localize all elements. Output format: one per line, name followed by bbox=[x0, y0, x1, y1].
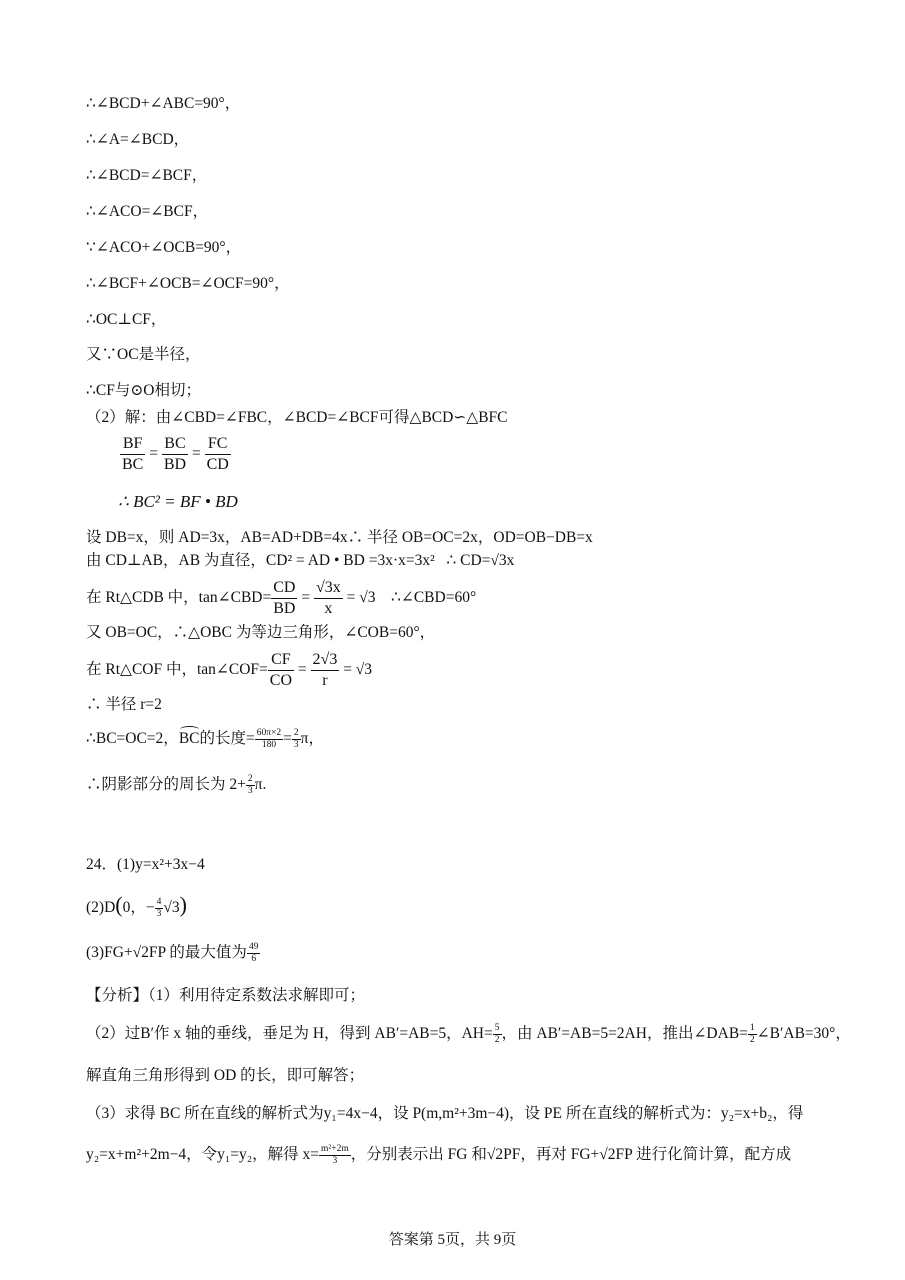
q24-part2: (2)D(0，− $\frac{4}{3}$ √3) bbox=[86, 892, 187, 919]
let-line: 设 DB=x，则 AD=3x，AB=AD+DB=4x∴ 半径 OB=OC=2x，OD=OB−DB=x bbox=[86, 529, 593, 546]
equilateral-line: 又 OB=OC，∴△OBC 为等边三角形，∠COB=60°， bbox=[86, 624, 436, 641]
q24-part3: (3)FG+√2FP 的最大值为 $\frac{49}{6}$ bbox=[86, 942, 259, 964]
perimeter-line: ∴阴影部分的周长为 2+ $\frac{2}{3}$ π. bbox=[86, 774, 267, 796]
line-8: 又∵OC是半径， bbox=[86, 346, 201, 363]
tan-cof-line: 在 Rt△COF 中，tan∠COF= $\frac{CF}{CO}$ = $\frac{2√3}{r}$ = √3 bbox=[86, 651, 373, 689]
line-5: ∵∠ACO+∠OCB=90°， bbox=[86, 239, 242, 256]
q24-part1: 24．(1)y=x²+3x−4 bbox=[86, 856, 205, 873]
line-3: ∴∠BCD=∠BCF， bbox=[86, 167, 208, 184]
proportion-equation: $\frac{BF}{BC}$ = $\frac{BC}{BD}$ = $\frac{FC}{CD}$ bbox=[122, 435, 229, 473]
analysis-3: （3）求得 BC 所在直线的解析式为y₁=4x−4，设 P(m,m²+3m−4)，设 PE 所在直线的解析式为：y₂=x+b₂，得 bbox=[86, 1105, 804, 1122]
analysis-2: （2）过B′作 x 轴的垂线，垂足为 H，得到 AB′=AB=5，AH= $\frac{5}{2}$ ，由 AB′=AB=5=2AH，推出∠DAB= $\frac{1}{2}$ ∠B′AB=30°， bbox=[86, 1023, 851, 1045]
analysis-2b: 解直角三角形得到 OD 的长，即可解答； bbox=[86, 1067, 365, 1084]
line-7: ∴OC⊥CF， bbox=[86, 311, 167, 328]
line-6: ∴∠BCF+∠OCB=∠OCF=90°， bbox=[86, 275, 290, 292]
perp-line: 由 CD⊥AB，AB 为直径，CD² = AD • BD =3x·x=3x² ∴ CD=√3x bbox=[86, 552, 515, 569]
arc-length-line: ∴BC=OC=2，BC的长度= $\frac{60\pi\times 2}{180}$ = $\frac{2}{3}$ π， bbox=[86, 728, 324, 750]
bc-squared-line: ∴ BC² = BF • BD bbox=[118, 492, 238, 511]
tan-cbd-line: 在 Rt△CDB 中，tan∠CBD= $\frac{CD}{BD}$ = $\frac{√3x}{x}$ = √3 ∴∠CBD=60° bbox=[86, 579, 477, 617]
arc-bc: BC bbox=[178, 730, 200, 748]
radius-line: ∴ 半径 r=2 bbox=[86, 696, 162, 713]
line-10: （2）解：由∠CBD=∠FBC，∠BCD=∠BCF可得△BCD∽△BFC bbox=[86, 409, 508, 426]
line-2: ∴∠A=∠BCD， bbox=[86, 131, 190, 148]
line-4: ∴∠ACO=∠BCF， bbox=[86, 203, 209, 220]
page-footer: 答案第 5页，共 9页 bbox=[388, 1232, 517, 1248]
line-1: ∴∠BCD+∠ABC=90°， bbox=[86, 95, 241, 112]
analysis-3b: y₂=x+m²+2m−4，令y₁=y₂，解得 x= $\frac{\text{m²+2m}}{3}$ ，分别表示出 FG 和√2PF，再对 FG+√2FP 进行化简计算，配方成 bbox=[86, 1144, 792, 1166]
analysis-1: 【分析】（1）利用待定系数法求解即可； bbox=[86, 987, 366, 1004]
line-9: ∴CF与⊙O相切； bbox=[86, 382, 202, 399]
